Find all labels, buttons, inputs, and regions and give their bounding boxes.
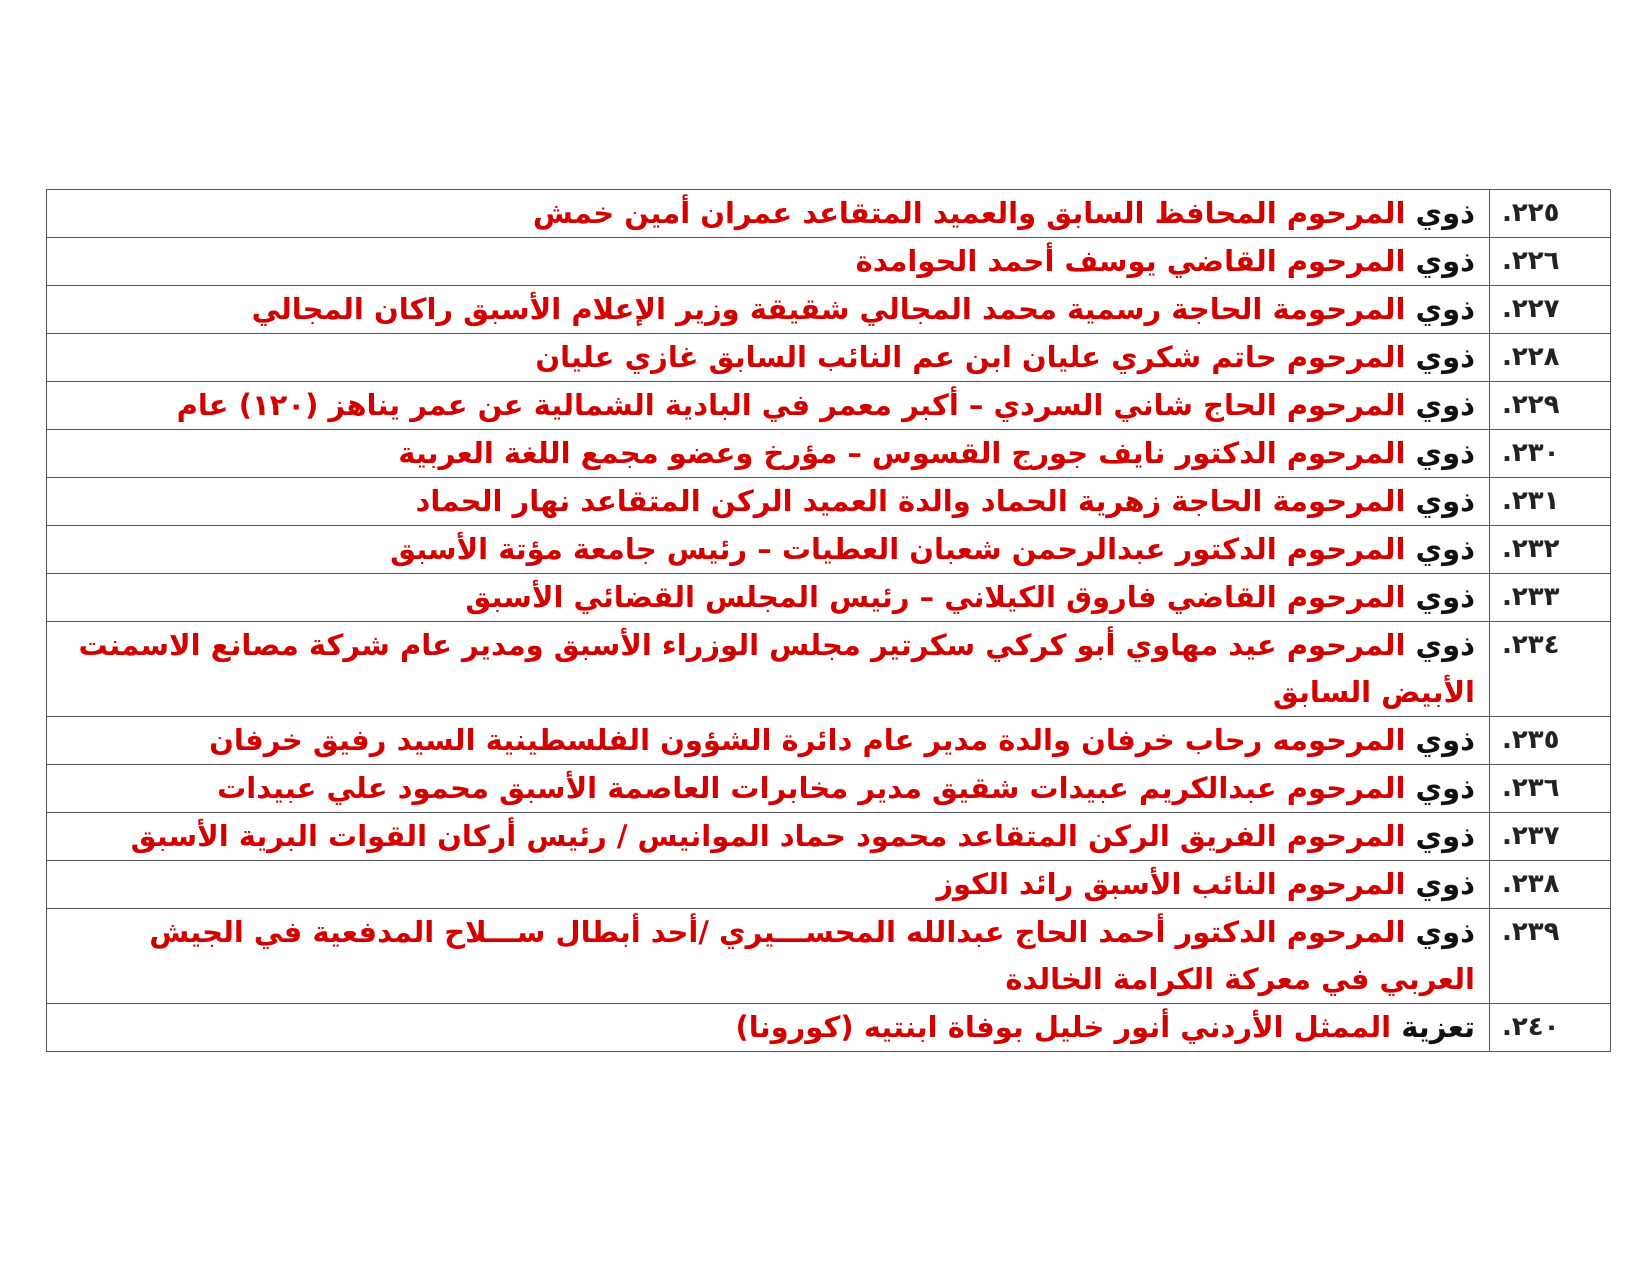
table-row	[47, 574, 1611, 622]
row-number: ٢٣٧.	[1490, 813, 1611, 861]
condolence-table	[46, 189, 1611, 1052]
row-text	[47, 286, 1490, 334]
row-lead-word: ذوي	[1415, 628, 1475, 662]
table-row	[47, 622, 1611, 717]
table-row	[47, 861, 1611, 909]
table-row	[47, 717, 1611, 765]
table-row	[47, 765, 1611, 813]
row-number: ٢٢٨.	[1490, 334, 1611, 382]
row-lead-word: ذوي	[1415, 771, 1475, 805]
row-detail: المرحومة الحاجة رسمية محمد المجالي شقيقة وزير الإعلام الأسبق راكان المجالي	[251, 292, 1416, 326]
row-lead-word: ذوي	[1415, 867, 1475, 901]
row-number: ٢٢٧.	[1490, 286, 1611, 334]
row-lead-word: ذوي	[1415, 580, 1475, 614]
row-text	[47, 574, 1490, 622]
row-detail: المرحومة الحاجة زهرية الحماد والدة العميد الركن المتقاعد نهار الحماد	[415, 484, 1416, 518]
table-row	[47, 813, 1611, 861]
table-row	[47, 1004, 1611, 1052]
row-text	[47, 334, 1490, 382]
row-lead-word: ذوي	[1415, 819, 1475, 853]
row-number: ٢٢٩.	[1490, 382, 1611, 430]
row-text	[47, 430, 1490, 478]
row-lead-word: ذوي	[1415, 436, 1475, 470]
row-number: ٢٣٩.	[1490, 909, 1611, 1004]
row-detail: المرحومه رحاب خرفان والدة مدير عام دائرة الشؤون الفلسطينية السيد رفيق خرفان	[209, 723, 1416, 757]
row-detail: المرحوم المحافظ السابق والعميد المتقاعد عمران أمين خمش	[532, 196, 1416, 230]
row-text	[47, 1004, 1490, 1052]
row-number: ٢٢٦.	[1490, 238, 1611, 286]
table-row	[47, 190, 1611, 238]
row-detail: المرحوم الحاج شاني السردي – أكبر معمر في البادية الشمالية عن عمر يناهز (١٢٠) عام	[176, 388, 1416, 422]
row-lead-word: تعزية	[1401, 1010, 1475, 1044]
row-lead-word: ذوي	[1415, 484, 1475, 518]
row-lead-word: ذوي	[1415, 292, 1475, 326]
row-text	[47, 909, 1490, 1004]
table-row	[47, 909, 1611, 1004]
row-detail: المرحوم عبدالكريم عبيدات شقيق مدير مخابرات العاصمة الأسبق محمود علي عبيدات	[217, 771, 1416, 805]
table-row	[47, 478, 1611, 526]
row-detail: المرحوم القاضي يوسف أحمد الحوامدة	[855, 244, 1416, 278]
row-detail: المرحوم القاضي فاروق الكيلاني – رئيس المجلس القضائي الأسبق	[465, 580, 1416, 614]
row-number: ٢٣٣.	[1490, 574, 1611, 622]
row-text	[47, 622, 1490, 717]
row-number: ٢٤٠.	[1490, 1004, 1611, 1052]
row-text	[47, 717, 1490, 765]
row-detail: الممثل الأردني أنور خليل بوفاة ابنتيه (كورونا)	[735, 1010, 1402, 1044]
row-text	[47, 526, 1490, 574]
row-lead-word: ذوي	[1415, 244, 1475, 278]
table-row	[47, 286, 1611, 334]
table-row	[47, 430, 1611, 478]
row-lead-word: ذوي	[1415, 340, 1475, 374]
row-number: ٢٣٢.	[1490, 526, 1611, 574]
row-number: ٢٣٤.	[1490, 622, 1611, 717]
row-text	[47, 478, 1490, 526]
row-detail: المرحوم الدكتور أحمد الحاج عبدالله المحســـيري /أحد أبطال ســـلاح المدفعية في الجيش العربي في معركة الكرامة الخالدة	[149, 915, 1475, 996]
row-text	[47, 382, 1490, 430]
row-detail: المرحوم الفريق الركن المتقاعد محمود حماد الموانيس / رئيس أركان القوات البرية الأسبق	[130, 819, 1416, 853]
row-detail: المرحوم عيد مهاوي أبو كركي سكرتير مجلس الوزراء الأسبق ومدير عام شركة مصانع الاسمنت الأبيض السابق	[78, 628, 1475, 709]
row-number: ٢٣١.	[1490, 478, 1611, 526]
row-number: ٢٣٨.	[1490, 861, 1611, 909]
row-lead-word: ذوي	[1415, 915, 1475, 949]
row-text	[47, 190, 1490, 238]
table-row	[47, 334, 1611, 382]
row-text	[47, 238, 1490, 286]
table-row	[47, 238, 1611, 286]
row-detail: المرحوم الدكتور نايف جورج القسوس – مؤرخ وعضو مجمع اللغة العربية	[398, 436, 1416, 470]
table-row	[47, 526, 1611, 574]
row-detail: المرحوم حاتم شكري عليان ابن عم النائب السابق غازي عليان	[535, 340, 1416, 374]
row-detail: المرحوم الدكتور عبدالرحمن شعبان العطيات – رئيس جامعة مؤتة الأسبق	[390, 532, 1416, 566]
row-detail: المرحوم النائب الأسبق رائد الكوز	[936, 867, 1416, 901]
row-number: ٢٣٦.	[1490, 765, 1611, 813]
row-text	[47, 765, 1490, 813]
row-text	[47, 861, 1490, 909]
row-number: ٢٢٥.	[1490, 190, 1611, 238]
row-text	[47, 813, 1490, 861]
row-lead-word: ذوي	[1415, 723, 1475, 757]
table-row	[47, 382, 1611, 430]
row-number: ٢٣٥.	[1490, 717, 1611, 765]
row-lead-word: ذوي	[1415, 388, 1475, 422]
row-number: ٢٣٠.	[1490, 430, 1611, 478]
row-lead-word: ذوي	[1415, 196, 1475, 230]
row-lead-word: ذوي	[1415, 532, 1475, 566]
